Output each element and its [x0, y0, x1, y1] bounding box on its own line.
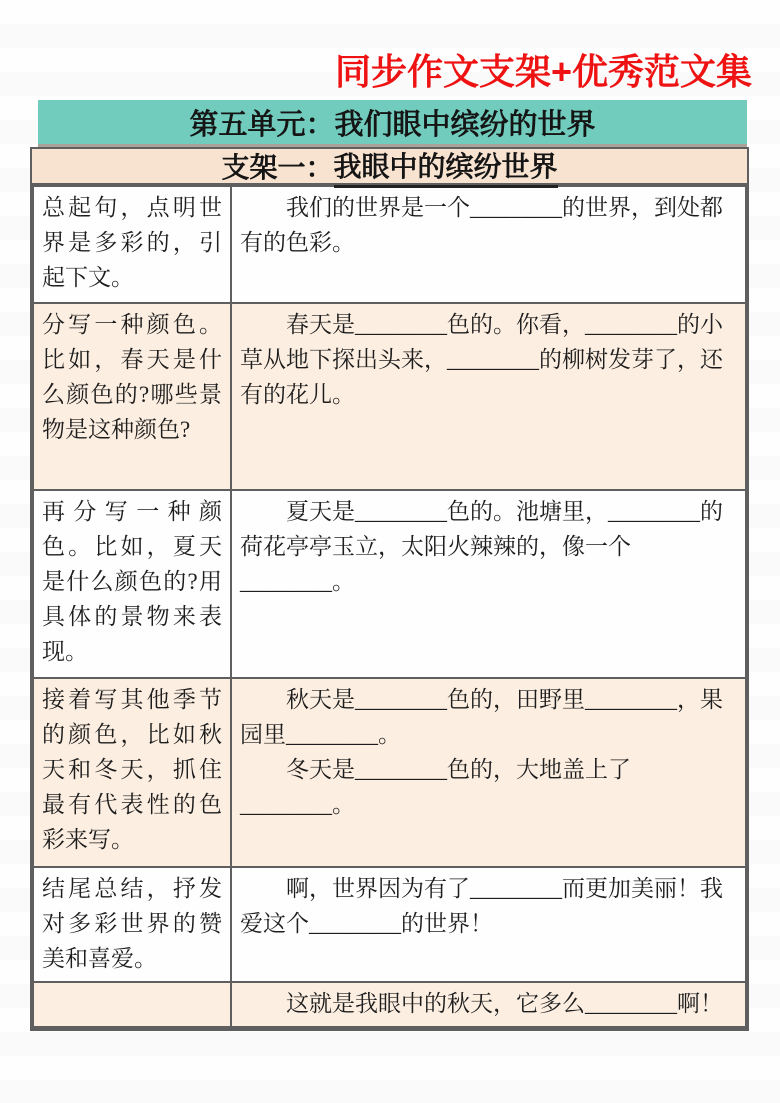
scaffold-header-prefix: 支架一：: [221, 153, 334, 184]
sentence-paragraph: 我们的世界是一个________的世界，到处都有的色彩。: [240, 195, 723, 255]
table-row: [33, 303, 746, 490]
sentence-cell: [231, 678, 746, 867]
scaffold-header-title: 我眼中的缤纷世界: [334, 145, 558, 188]
table-row: [33, 678, 746, 867]
sentence-cell: [231, 186, 746, 303]
scaffold-table: [32, 185, 747, 1028]
sentence-paragraph: 冬天是________色的，大地盖上了________。: [240, 756, 631, 817]
sentence-paragraph: 秋天是________色的，田野里________，果园里________。: [240, 687, 723, 747]
unit-header-text: 第五单元：我们眼中缤纷的世界: [189, 108, 596, 141]
table-row: [33, 186, 746, 303]
guide-cell: 接着写其他季节的颜色，比如秋天和冬天，抓住最有代表性的色彩来写。: [33, 678, 231, 867]
table-row: [33, 867, 746, 982]
unit-header-bar: [38, 100, 747, 147]
guide-cell: 总起句，点明世界是多彩的，引起下文。: [33, 186, 231, 303]
table-row: [33, 490, 746, 678]
sentence-paragraph: 夏天是________色的。池塘里，________的荷花亭亭玉立，太阳火辣辣的，像一个________。: [240, 499, 723, 594]
guide-cell: 结尾总结，抒发对多彩世界的赞美和喜爱。: [33, 867, 231, 982]
sentence-cell: [231, 490, 746, 678]
sentence-paragraph: 这就是我眼中的秋天，它多么________啊！: [286, 990, 723, 1016]
doc-title: 同步作文支架+优秀范文集: [334, 51, 752, 92]
sentence-cell: [231, 982, 746, 1027]
scaffold-table-body: [33, 186, 746, 1027]
table-row: [33, 982, 746, 1027]
scaffold-frame: [30, 147, 749, 1031]
guide-cell: [33, 982, 231, 1027]
sentence-cell: [231, 867, 746, 982]
sentence-paragraph: 啊，世界因为有了________而更加美丽！我爱这个________的世界！: [240, 876, 723, 936]
scaffold-header-bar: [32, 149, 747, 185]
guide-cell: 分写一种颜色。比如，春天是什么颜色的?哪些景物是这种颜色?: [33, 303, 231, 490]
sentence-cell: [231, 303, 746, 490]
sentence-paragraph: 春天是________色的。你看，________的小草从地下探出头来，________的柳树发芽了，还有的花儿。: [240, 312, 723, 407]
guide-cell: 再分写一种颜色。比如，夏天是什么颜色的?用具体的景物来表现。: [33, 490, 231, 678]
